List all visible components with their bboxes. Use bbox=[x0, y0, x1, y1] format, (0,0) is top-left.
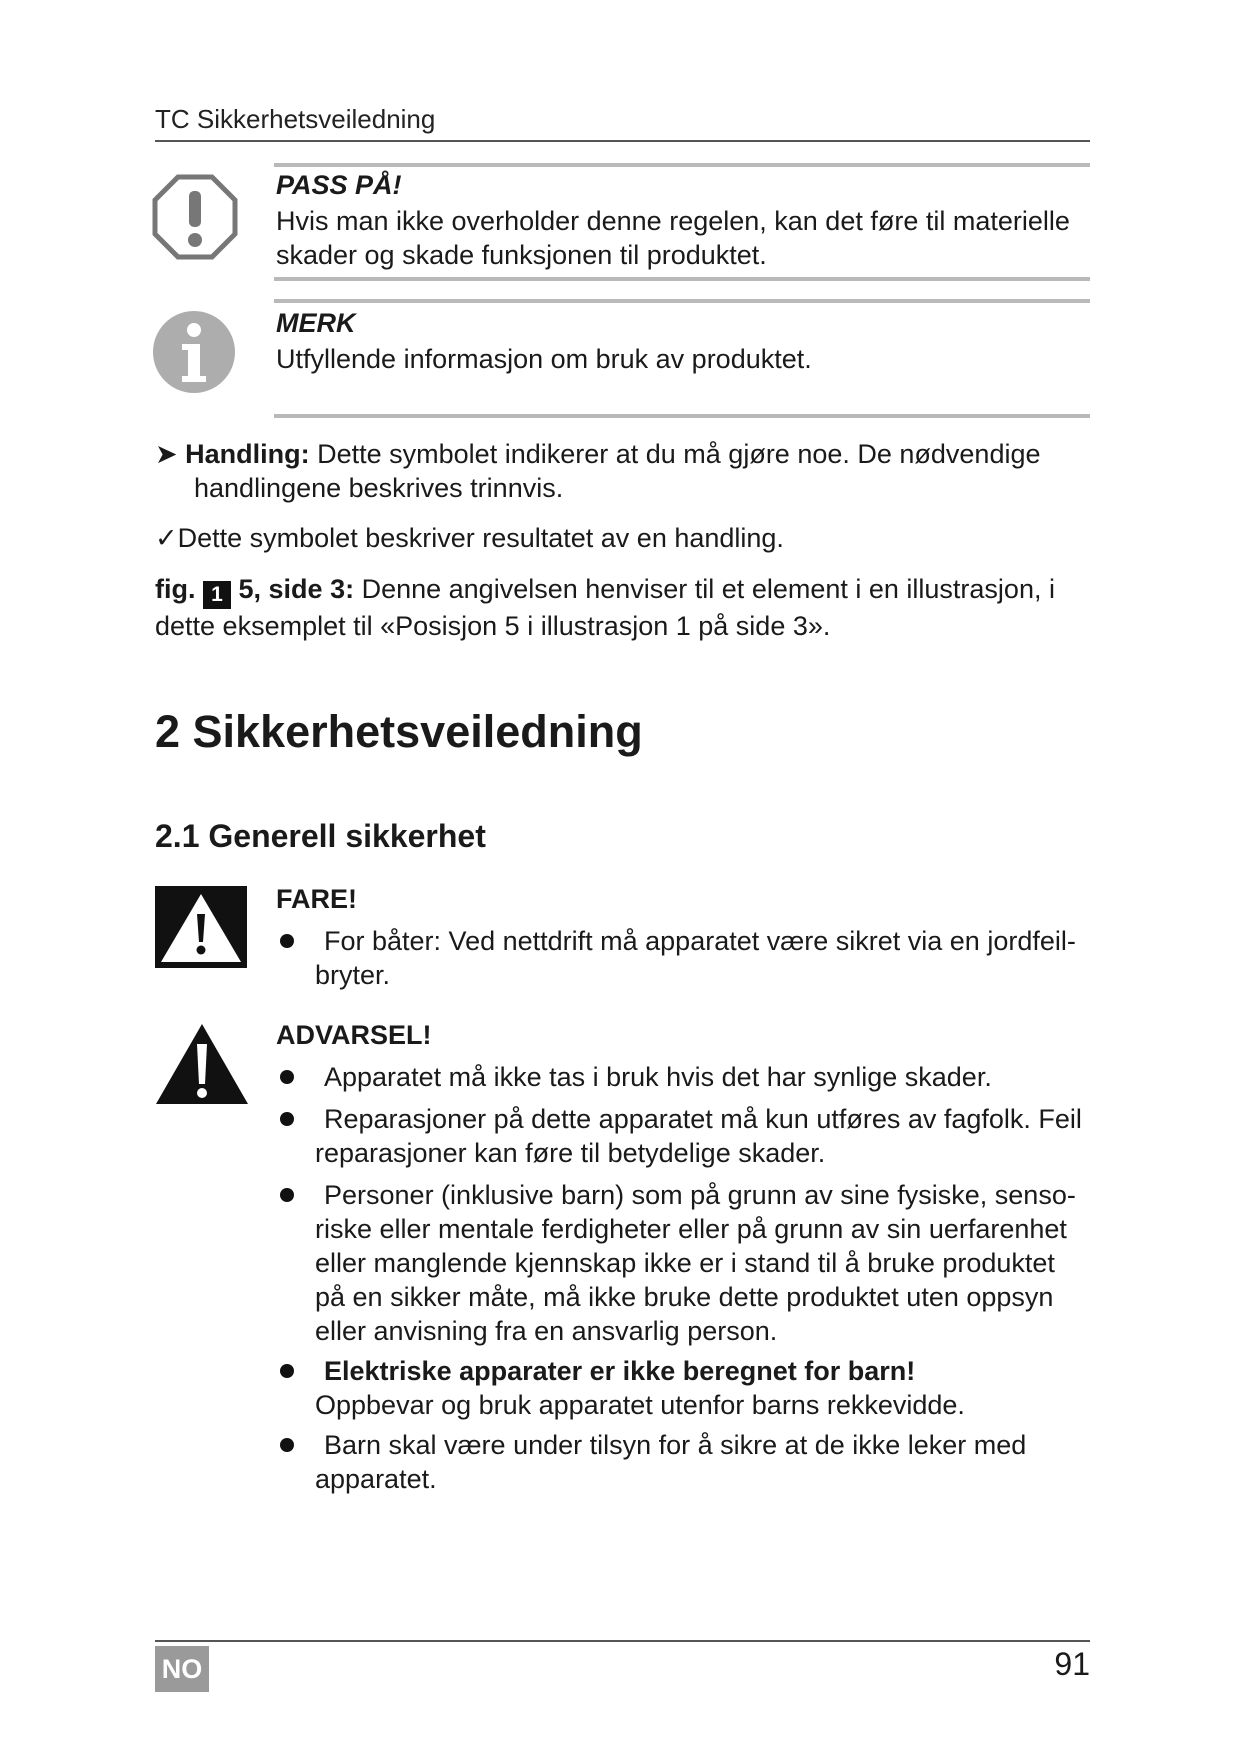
figure-number-badge: 1 bbox=[203, 581, 231, 609]
subsection-heading: 2.1 Generell sikkerhet bbox=[155, 818, 486, 854]
warning-triangle-icon bbox=[154, 1022, 250, 1106]
warning-item-3-line-4: på en sikker måte, må ikke bruke dette produktet uten oppsyn bbox=[315, 1282, 1054, 1312]
figref-line-1: Denne angivelsen henviser til et element i en illustrasjon, i bbox=[354, 574, 1055, 604]
warning-item-3-line-1: Personer (inklusive barn) som på grunn av sine fysiske, senso- bbox=[324, 1180, 1076, 1210]
warning-item-3-line-5: eller anvisning fra en ansvarlig person. bbox=[315, 1316, 778, 1346]
warning-list-item bbox=[276, 1102, 1106, 1170]
warning-item-2-line-2: reparasjoner kan føre til betydelige skader. bbox=[315, 1138, 826, 1168]
handling-label: Handling: bbox=[185, 439, 310, 469]
handling-line-2: handlingene beskrives trinnvis. bbox=[194, 473, 564, 503]
warning-item-1-line-1: Apparatet må ikke tas i bruk hvis det har synlige skader. bbox=[324, 1062, 992, 1092]
bullet-icon bbox=[280, 1364, 294, 1378]
note-top-rule bbox=[274, 299, 1090, 303]
warning-title: ADVARSEL! bbox=[276, 1020, 432, 1050]
notice-line-1: Hvis man ikke overholder denne regelen, kan det føre til materielle bbox=[276, 206, 1070, 236]
language-badge: NO bbox=[155, 1646, 209, 1692]
result-paragraph bbox=[155, 521, 1100, 555]
warning-item-4-line-2: Oppbevar og bruk apparatet utenfor barns rekkevidde. bbox=[315, 1390, 965, 1420]
page-header-title: TC Sikkerhetsveiledning bbox=[155, 104, 436, 134]
warning-item-3-line-2: riske eller mentale ferdigheter eller på grunn av sin uerfarenhet bbox=[315, 1214, 1067, 1244]
warning-list-item bbox=[276, 1178, 1106, 1348]
figref-paragraph bbox=[155, 572, 1100, 643]
note-title: MERK bbox=[276, 308, 356, 338]
bullet-icon bbox=[280, 1070, 294, 1084]
notice-top-rule bbox=[274, 163, 1090, 167]
figref-position: 5, side 3: bbox=[231, 574, 355, 604]
section-heading: 2 Sikkerhetsveiledning bbox=[155, 706, 643, 757]
warning-item-5-line-2: apparatet. bbox=[315, 1464, 437, 1494]
warning-list-item bbox=[276, 1428, 1106, 1496]
note-block bbox=[276, 306, 1096, 376]
result-text: Dette symbolet beskriver resultatet av en handling. bbox=[177, 523, 784, 553]
warning-item-5-line-1: Barn skal være under tilsyn for å sikre at de ikke leker med bbox=[324, 1430, 1027, 1460]
note-bottom-rule bbox=[274, 414, 1090, 418]
notice-block bbox=[276, 168, 1096, 272]
check-icon: ✓ bbox=[155, 523, 178, 553]
page-number: 91 bbox=[1054, 1646, 1090, 1682]
danger-list-item bbox=[276, 924, 1106, 992]
figref-line-2: dette eksemplet til «Posisjon 5 i illustrasjon 1 på side 3». bbox=[155, 611, 831, 641]
footer-divider bbox=[155, 1640, 1090, 1642]
handling-paragraph bbox=[155, 437, 1100, 505]
note-text: Utfyllende informasjon om bruk av produktet. bbox=[276, 344, 812, 374]
warning-list-item bbox=[276, 1060, 1106, 1094]
bullet-icon bbox=[280, 1188, 294, 1202]
warning-item-3-line-3: eller manglende kjennskap ikke er i stand til å bruke produktet bbox=[315, 1248, 1055, 1278]
danger-warning-icon bbox=[155, 886, 247, 968]
bullet-icon bbox=[280, 934, 294, 948]
info-icon bbox=[152, 310, 236, 394]
header-divider bbox=[155, 140, 1090, 142]
figref-label: fig. bbox=[155, 574, 196, 604]
notice-exclamation-icon bbox=[152, 174, 238, 260]
warning-list-item bbox=[276, 1354, 1106, 1422]
bullet-icon bbox=[280, 1438, 294, 1452]
handling-arrow-icon: ➤ bbox=[155, 439, 178, 469]
danger-title: FARE! bbox=[276, 884, 357, 914]
notice-title: PASS PÅ! bbox=[276, 170, 402, 200]
warning-item-2-line-1: Reparasjoner på dette apparatet må kun utføres av fagfolk. Feil bbox=[324, 1104, 1082, 1134]
bullet-icon bbox=[280, 1112, 294, 1126]
warning-item-4-line-1: Elektriske apparater er ikke beregnet for barn! bbox=[324, 1356, 916, 1386]
notice-line-2: skader og skade funksjonen til produktet. bbox=[276, 240, 767, 270]
danger-item-1-line-2: bryter. bbox=[315, 960, 391, 990]
danger-item-1-line-1: For båter: Ved nettdrift må apparatet være sikret via en jordfeil- bbox=[324, 926, 1076, 956]
handling-line-1: Dette symbolet indikerer at du må gjøre noe. De nødvendige bbox=[309, 439, 1041, 469]
notice-bottom-rule bbox=[274, 277, 1090, 281]
